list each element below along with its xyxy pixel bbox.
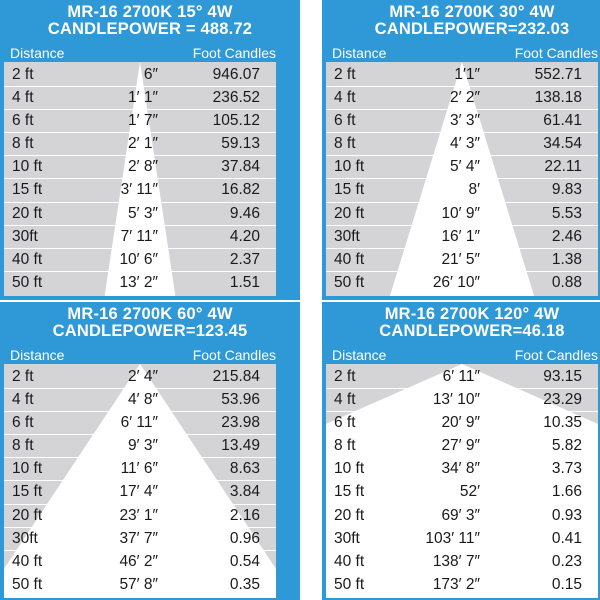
distance-cell: 40 ft [334,552,365,570]
foot-candles-cell: 8.63 [229,460,260,478]
foot-candles-cell: 236.52 [212,89,260,107]
table-row [4,249,276,272]
distance-cell: 30ft [334,227,360,245]
beam-width-cell: 1′1″ [454,66,480,83]
beam-width-cell: 103′ 11″ [425,529,480,547]
distance-cell: 4 ft [12,391,34,409]
distance-cell: 20 ft [12,204,43,222]
foot-candles-cell: 5.53 [551,204,582,222]
beam-width-cell: 4′ 3″ [450,135,480,153]
distance-cell: 50 ft [334,575,365,593]
foot-candles-cell: 53.96 [221,391,260,409]
foot-candles-cell: 59.13 [221,135,260,153]
distance-cell: 2 ft [334,66,356,83]
table-row [4,272,276,295]
data-table [326,364,598,598]
distance-cell: 6 ft [334,112,356,130]
table-row [326,272,598,295]
title-line-1: MR-16 2700K 120° 4W [384,305,560,323]
beam-width-cell: 11′ 6″ [120,460,158,478]
foot-candles-cell: 0.96 [229,529,260,547]
foot-candles-cell: 61.41 [543,112,582,130]
distance-cell: 20 ft [12,506,43,524]
distance-cell: 2 ft [12,66,34,83]
distance-cell: 15 ft [334,181,365,199]
distance-cell: 6 ft [334,414,356,432]
distance-cell: 4 ft [12,89,34,107]
table-row [4,64,276,87]
foot-candles-cell: 552.71 [534,66,582,83]
foot-candles-cell: 1.51 [229,273,260,291]
distance-cell: 20 ft [334,204,365,222]
table-row [326,156,598,179]
title-line-2: CANDLEPOWER=232.03 [374,20,570,38]
table-row [4,366,276,389]
distance-cell: 2 ft [12,368,34,385]
title-line-1: MR-16 2700K 15° 4W [67,3,233,21]
beam-width-cell: 6″ [143,66,158,83]
table-row [4,412,276,435]
distance-cell: 8 ft [334,437,356,455]
foot-candles-cell: 23.29 [543,391,582,409]
table-row [326,226,598,249]
beam-width-cell: 5′ 4″ [450,158,480,176]
foot-candles-cell: 1.66 [551,483,582,501]
foot-candles-cell: 10.35 [543,414,582,432]
distance-cell: 20 ft [334,506,365,524]
table-row [326,412,598,435]
table-rows [4,64,276,295]
distance-cell: 10 ft [334,158,365,176]
table-row [326,551,598,574]
title-line-2: CANDLEPOWER=46.18 [379,322,565,340]
foot-candles-cell: 3.73 [551,460,582,478]
distance-cell: 4 ft [334,89,356,107]
foot-candles-cell: 105.12 [212,112,260,130]
distance-cell: 40 ft [334,250,365,268]
table-rows [326,366,598,597]
distance-cell: 10 ft [334,460,365,478]
beam-width-cell: 13′ 2″ [119,273,158,291]
beam-width-cell: 3′ 11″ [120,181,158,199]
beam-width-cell: 6′ 11″ [120,414,158,432]
beam-width-cell: 13′ 10″ [432,391,480,409]
distance-cell: 6 ft [12,414,34,432]
data-table [4,364,276,598]
table-row [4,574,276,597]
panel-title [0,306,300,340]
foot-candles-cell: 2.37 [229,250,260,268]
table-row [326,528,598,551]
beam-width-cell: 16′ 1″ [441,227,480,245]
distance-cell: 2 ft [334,368,356,385]
foot-candles-cell: 0.41 [551,529,582,547]
table-row [326,574,598,597]
beam-width-cell: 1′ 7″ [128,112,158,130]
beam-width-cell: 3′ 3″ [450,112,480,130]
title-line-1: MR-16 2700K 60° 4W [67,305,233,323]
distance-cell: 40 ft [12,552,43,570]
panel-15-degree [0,0,300,300]
table-row [326,179,598,202]
distance-cell: 15 ft [12,181,43,199]
beam-width-cell: 1′ 1″ [128,89,158,107]
title-line-2: CANDLEPOWER = 488.72 [47,20,253,38]
beam-width-cell: 7′ 11″ [120,227,158,245]
table-row [4,481,276,504]
distance-cell: 50 ft [334,273,365,291]
table-row [4,179,276,202]
beam-width-cell: 2′ 2″ [450,89,480,107]
foot-candles-cell: 9.46 [229,204,260,222]
distance-cell: 50 ft [12,575,43,593]
beam-width-cell: 69′ 3″ [441,506,480,524]
beam-width-cell: 10′ 9″ [441,204,480,222]
distance-header: Distance [332,45,387,61]
foot-candles-cell: 2.16 [229,506,260,524]
foot-candles-cell: 215.84 [212,368,260,385]
distance-cell: 30ft [12,227,38,245]
distance-cell: 8 ft [12,437,34,455]
beam-width-cell: 2′ 1″ [128,135,158,153]
distance-header: Distance [10,347,65,363]
table-row [4,156,276,179]
table-row [326,64,598,87]
foot-candles-cell: 0.23 [551,552,582,570]
table-row [4,226,276,249]
beam-width-cell: 173′ 2″ [432,575,480,593]
foot-candles-cell: 5.82 [551,437,582,455]
beam-width-cell: 26′ 10″ [432,273,480,291]
beam-width-cell: 5′ 3″ [128,204,158,222]
foot-candles-cell: 13.49 [221,437,260,455]
table-row [4,528,276,551]
foot-candles-cell: 0.88 [551,273,582,291]
foot-candles-cell: 34.54 [543,135,582,153]
foot-candles-cell: 3.84 [229,483,260,501]
title-line-1: MR-16 2700K 30° 4W [389,3,555,21]
distance-header: Distance [332,347,387,363]
foot-candles-cell: 0.93 [551,506,582,524]
distance-cell: 8 ft [334,135,356,153]
panel-title [322,306,600,340]
panel-120-degree [322,302,600,600]
distance-cell: 15 ft [12,483,43,501]
panel-60-degree [0,302,300,600]
table-row [4,551,276,574]
beam-width-cell: 23′ 1″ [119,506,158,524]
foot-candles-header: Foot Candles [192,45,276,61]
beam-width-cell: 46′ 2″ [119,552,158,570]
panel-title [0,4,300,38]
table-row [326,87,598,110]
beam-width-cell: 138′ 7″ [432,552,480,570]
table-row [326,133,598,156]
table-row [326,505,598,528]
foot-candles-header: Foot Candles [192,347,276,363]
beam-width-cell: 6′ 11″ [442,368,480,385]
table-row [4,505,276,528]
distance-cell: 8 ft [12,135,34,153]
table-row [326,249,598,272]
foot-candles-cell: 9.83 [551,181,582,199]
foot-candles-cell: 2.46 [551,227,582,245]
distance-cell: 50 ft [12,273,43,291]
table-row [326,481,598,504]
distance-cell: 30ft [12,529,38,547]
distance-cell: 10 ft [12,158,43,176]
title-line-2: CANDLEPOWER=123.45 [52,322,248,340]
foot-candles-cell: 0.15 [551,575,582,593]
foot-candles-header: Foot Candles [514,347,598,363]
table-row [326,203,598,226]
distance-cell: 6 ft [12,112,34,130]
data-table [326,62,598,296]
foot-candles-cell: 138.18 [534,89,582,107]
foot-candles-cell: 37.84 [221,158,260,176]
table-row [326,366,598,389]
table-row [4,435,276,458]
table-row [326,110,598,133]
table-row [4,389,276,412]
beam-width-cell: 20′ 9″ [441,414,480,432]
table-rows [4,366,276,597]
table-row [4,110,276,133]
distance-cell: 30ft [334,529,360,547]
distance-cell: 4 ft [334,391,356,409]
table-row [4,87,276,110]
distance-header: Distance [10,45,65,61]
foot-candles-cell: 946.07 [212,66,260,83]
table-row [326,389,598,412]
beam-width-cell: 2′ 8″ [128,158,158,176]
panel-title [322,4,600,38]
beam-width-cell: 4′ 8″ [128,391,158,409]
table-row [326,435,598,458]
foot-candles-cell: 93.15 [543,368,582,385]
table-row [326,458,598,481]
beam-width-cell: 57′ 8″ [119,575,158,593]
beam-width-cell: 37′ 7″ [119,529,158,547]
foot-candles-cell: 23.98 [221,414,260,432]
foot-candles-cell: 0.35 [229,575,260,593]
beam-width-cell: 17′ 4″ [119,483,158,501]
panel-30-degree [322,0,600,300]
data-table [4,62,276,296]
foot-candles-cell: 16.82 [221,181,260,199]
beam-width-cell: 8′ [468,181,480,199]
foot-candles-cell: 4.20 [229,227,260,245]
beam-width-cell: 34′ 8″ [441,460,480,478]
distance-cell: 15 ft [334,483,365,501]
beam-width-cell: 9′ 3″ [128,437,158,455]
distance-cell: 40 ft [12,250,43,268]
distance-cell: 10 ft [12,460,43,478]
beam-width-cell: 10′ 6″ [119,250,158,268]
beam-width-cell: 52′ [459,483,480,501]
beam-width-cell: 27′ 9″ [441,437,480,455]
foot-candles-cell: 0.54 [229,552,260,570]
beam-width-cell: 2′ 4″ [128,368,158,385]
table-row [4,133,276,156]
foot-candles-cell: 1.38 [551,250,582,268]
table-row [4,458,276,481]
table-rows [326,64,598,295]
foot-candles-cell: 22.11 [544,158,582,176]
beam-width-cell: 21′ 5″ [441,250,480,268]
foot-candles-header: Foot Candles [514,45,598,61]
table-row [4,203,276,226]
